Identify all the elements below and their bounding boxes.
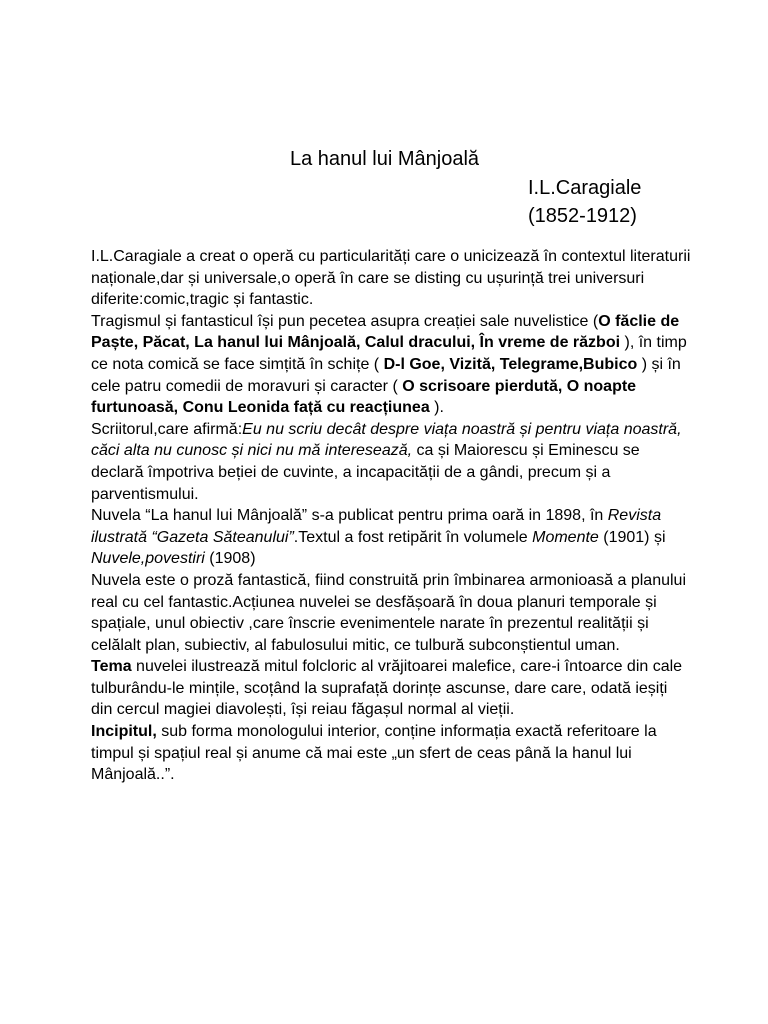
paragraph-publication — [91, 505, 691, 570]
italic-momente: Momente — [532, 528, 599, 546]
author-years: (1852-1912) — [528, 205, 637, 227]
bold-works-comedii: O scrisoare pierdută, O noapte furtunoasă, Conu Leonida față cu reacțiunea — [91, 377, 637, 417]
author-block — [528, 174, 641, 230]
text-segment: Scriitorul,care afirmă: — [91, 420, 243, 438]
text-segment: (1908) — [204, 550, 256, 568]
text-segment: ), în timp ce nota comică se face simțită în schițe ( — [91, 334, 687, 373]
text-segment: sub forma monologului interior, conține informația exactă referitoare la timpul și spațiul real și anume că mai este „un sfert de ceas până la hanul lui Mânjoală..”. — [91, 723, 657, 784]
paragraph-tema — [91, 656, 691, 721]
paragraph-incipit — [91, 721, 691, 786]
paragraph-fantastic: Nuvela este o proză fantastică, fiind construită prin îmbinarea armonioasă a planului real cu cel fantastic.Acțiunea nuvelei se desfășoară în doua planuri temporale și spațiale, unul obiectiv ,care înscrie evenimentele narate în prezentul realității și celălalt plan, subiectiv, al fabulosului mitic, ce tulbură subconștientul uman. — [91, 571, 686, 654]
text-segment: ) și în cele patru comedii de moravuri și caracter ( — [91, 355, 681, 395]
text-segment: Tragismul și fantasticul își pun pecetea asupra creației sale nuvelistice ( — [91, 312, 599, 330]
text-segment: Nuvela “La hanul lui Mânjoală” s-a publicat pentru prima oară in 1898, în — [91, 507, 608, 525]
text-segment: nuvelei ilustrează mitul folcloric al vrăjitoarei malefice, care-i întoarce din cale tulburându-le mințile, scoțând la suprafață dorințe ascunse, dare care, odată ieșiți din cercul magiei diavolești, își reiau făgașul normal al vieții. — [91, 658, 683, 719]
text-segment: (1901) și — [598, 528, 666, 546]
italic-nuvele: Nuvele,povestiri — [91, 550, 205, 568]
paragraph-quote — [91, 419, 691, 505]
text-segment: ca și Maiorescu și Eminescu se declară împotriva beției de cuvinte, a incapacității de a gândi, precum și a parventismului. — [91, 442, 640, 503]
italic-revista: Revista ilustrată “Gazeta Săteanului” — [91, 507, 662, 546]
paragraph-tragism — [91, 311, 691, 419]
bold-works-schite: D-l Goe, Vizită, Telegrame,Bubico — [383, 355, 638, 373]
bold-tema: Tema — [91, 658, 132, 676]
text-segment: .Textul a fost retipărit în volumele — [293, 528, 533, 546]
document-body — [91, 246, 691, 786]
bold-works-nuvele: O făclie de Paște, Păcat, La hanul lui Mânjoală, Calul dracului, În vreme de război — [91, 312, 680, 352]
document-title: La hanul lui Mânjoală — [290, 148, 480, 170]
italic-quote: Eu nu scriu decât despre viața noastră și pentru viața noastră, căci alta nu cunosc și nici nu mă interesează, — [91, 420, 682, 460]
paragraph-intro: I.L.Caragiale a creat o operă cu particularități care o unicizează în contextul literaturii naționale,dar și universale,o operă în care se disting cu ușurință trei universuri diferite:comic,tragic și fantastic. — [91, 248, 691, 309]
bold-incipit: Incipitul, — [91, 723, 157, 741]
author-name: I.L.Caragiale — [528, 177, 642, 199]
text-segment: ). — [429, 399, 444, 417]
